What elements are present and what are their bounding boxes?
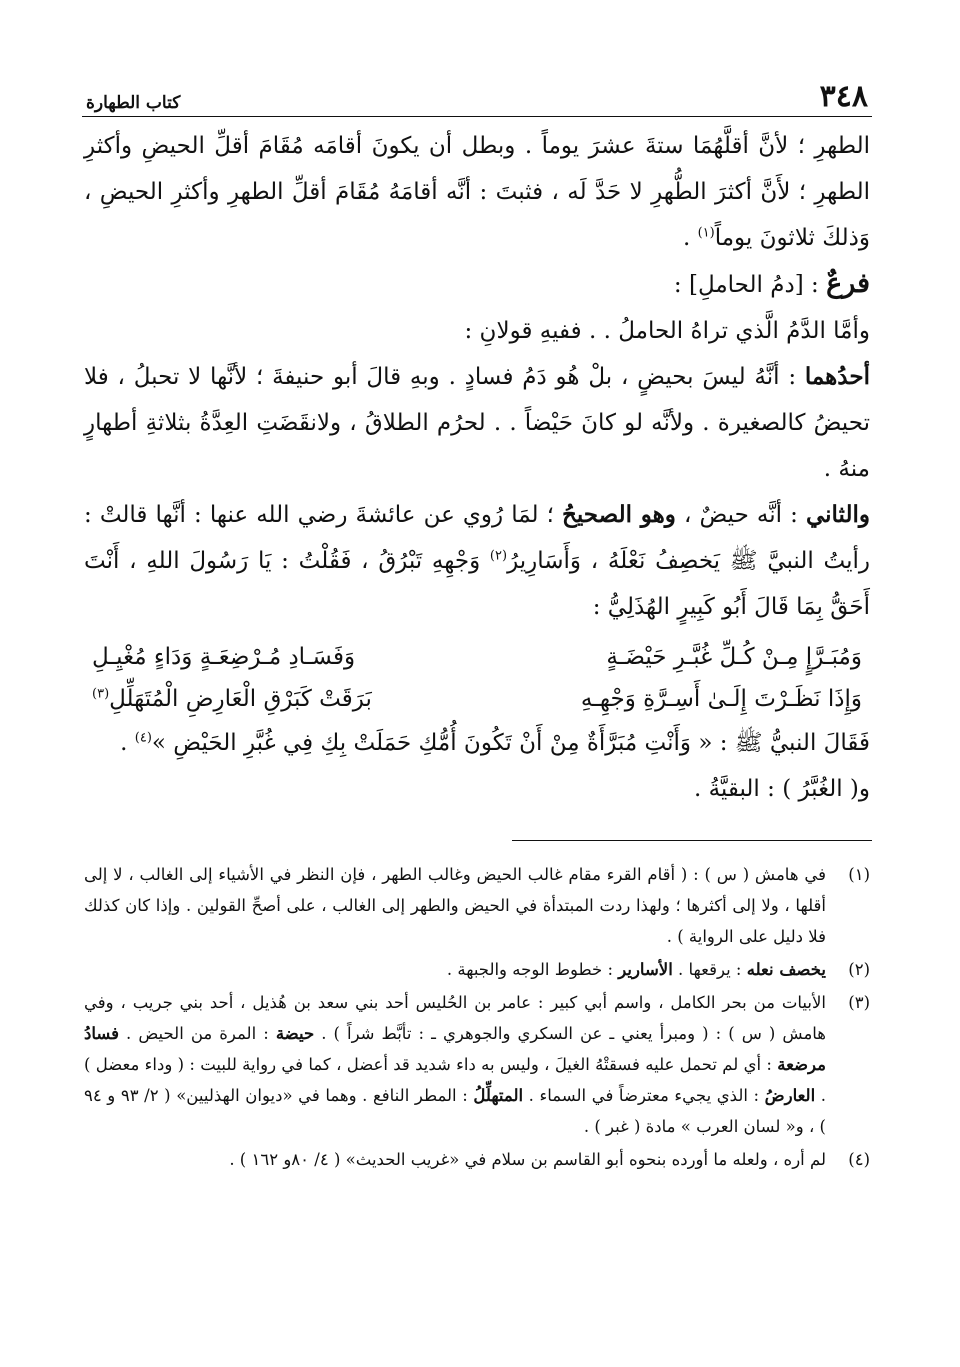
verse-first-hemistich: وَمُبَـرَّإٍ مِـنْ كُـلِّ غُبَّـرِ حَيْضَـةٍ bbox=[606, 644, 862, 670]
footnote-number: (٤) bbox=[848, 1150, 870, 1169]
footnote-gloss: : خطوط الوجه والجبهة . bbox=[446, 960, 619, 979]
paragraph-definition: و( الغُبَّرُ ) : البقيَّةُ . bbox=[693, 776, 870, 802]
footnote-number: (١) bbox=[848, 865, 870, 884]
footnote-ref-2[interactable]: (٢) bbox=[489, 548, 508, 564]
verse-text: بَرَقَتْ كَبَرْقِ الْعَارِضِ الْمُتَهَلِّلِ bbox=[109, 686, 372, 712]
footnote-gloss: : يرقعها . bbox=[672, 960, 747, 979]
footnote-number: (٣) bbox=[848, 993, 870, 1012]
paragraph-text: ؛ لمَا رُوي عن عائشةَ رضي الله عنها : أنَّها قالتْ : رأيتُ النبيَّ ﷺ يَخصِفُ نَعْلَهُ ، وَأَسَارِيرُ bbox=[84, 502, 870, 574]
running-header bbox=[82, 80, 872, 117]
footnote-gloss: : المطر النافع . وهما في «ديوان الهذليين» ( ٢/ ٩٣ و ٩٤ ) ، و« لسان العرب » مادة ( غبر ) . bbox=[84, 1086, 826, 1136]
verse-second-hemistich bbox=[92, 636, 437, 678]
paragraph-hadith bbox=[82, 720, 872, 766]
footnote-term: فسادُ مرضعة bbox=[84, 1024, 826, 1074]
paragraph-end: . bbox=[120, 730, 135, 756]
footnote-gloss: الأبيات من بحر الكامل ، واسم أبي كبير : عامر بن الحُليس أحد بني سعد بن هُذيل ، أحد بني جريب ، وفي هامش ( س ) : ( ومبرأ يعني ـ عن السكري والجوهري ـ : تأبَّط شراً ) . bbox=[84, 993, 827, 1043]
footnote-ref-1[interactable]: (١) bbox=[697, 225, 715, 241]
footnote-4 bbox=[84, 1144, 870, 1175]
footnotes-section bbox=[82, 859, 872, 1175]
verse-second-hemistich bbox=[92, 678, 437, 720]
book-title: كتاب الطهارة bbox=[86, 93, 181, 113]
footnote-gloss: : المرة من الحيض . bbox=[118, 1024, 276, 1043]
paragraph-end: . bbox=[682, 225, 698, 251]
verse-text: وَفَسَـادِ مُـرْضِعَـةٍ وَدَاءٍ مُغْيِـلِ bbox=[92, 644, 356, 670]
footnote-separator bbox=[512, 840, 872, 841]
footnote-text bbox=[84, 987, 826, 1142]
footnote-term: العارضُ bbox=[764, 1086, 816, 1105]
footnote-ref-3[interactable]: (٣) bbox=[92, 686, 110, 702]
footnote-text bbox=[84, 954, 826, 985]
book-page bbox=[82, 80, 872, 1177]
footnote-term: المتهلِّلُ bbox=[473, 1086, 524, 1105]
paragraph-second-opinion bbox=[82, 492, 872, 630]
footnote-term: الأسارير bbox=[618, 960, 673, 979]
footnote-ref-4[interactable]: (٤) bbox=[134, 730, 152, 746]
paragraph-text: : أنَّه حيضٌ ، bbox=[675, 502, 806, 528]
paragraph-lead: أحدُهما bbox=[804, 363, 870, 390]
paragraph-text: وَجْهِهِ تَبْرُقُ ، فَقُلْتُ : يَا رَسُولَ اللهِ ، أَنْتَ أَحَقُّ بِمَا قَالَ أَبُو كَبِيرٍ الهُذَلِيُّ : bbox=[84, 548, 870, 620]
footnote-gloss: : الذي يجيء معترضاً في السماء . bbox=[523, 1086, 765, 1105]
emphasis-phrase: وهو الصحيحُ bbox=[562, 501, 676, 528]
paragraph-two-opinions: وأمَّا الدَّمُ الَّذي تراهُ الحاملُ . . ففيهِ قولانِ : bbox=[464, 318, 870, 344]
footnote-2 bbox=[84, 954, 870, 985]
footnote-term: يخصف نعله bbox=[746, 960, 826, 979]
footnote-text: لم أره ، ولعله ما أورده بنحوه أبو القاسم بن سلام في «غريب الحديث» ( ٤/ ٨٠و ١٦٢ ) . bbox=[229, 1150, 826, 1169]
paragraph-lead: والثاني bbox=[805, 501, 870, 528]
footnote-number: (٢) bbox=[848, 960, 870, 979]
paragraph-first-opinion bbox=[82, 354, 872, 492]
verse-line bbox=[92, 636, 862, 678]
footnote-1 bbox=[84, 859, 870, 952]
footnote-gloss: : أي لم تحمل عليه فسقتْهُ الغيلَ ، وليس به داء شديد قد أعضل ، كما في رواية للبيت : ( وداء معضل ) . bbox=[84, 1055, 826, 1105]
paragraph-text: فَقَالَ النبيُّ ﷺ : « وَأَنْتِ مُبَرَّأَةٌ مِنْ أَنْ تَكُونَ أُمُّكِ حَمَلَتْ بِكِ فِي غُبَّرِ الحَيْضِ » bbox=[151, 730, 870, 756]
section-label: فرعٌ bbox=[826, 268, 870, 299]
section-title: : [دمُ الحاملِ] : bbox=[673, 272, 827, 298]
verse-line bbox=[92, 678, 862, 720]
footnote-text: في هامش ( س ) : ( أقام القرء مقام غالب الحيض وغالب الطهر ، فإن النظر في الأشياء إلى الغالب ، لا إلى أقلها ، ولا إلى أكثرها ؛ ولهذا ردت المبتدأة في الحيض والطهر إلى الغالب ، على أصحِّ القولين . وإذا كان كذلك فلا دليل على الرواية ) . bbox=[84, 865, 826, 946]
section-heading bbox=[82, 261, 872, 308]
paragraph-text: : أنَّهُ ليسَ بحيضٍ ، بلْ هُو دَمُ فسادٍ . وبهِ قالَ أبو حنيفةَ ؛ لأنَّها لا تحبلُ ، فلا تحيضُ كالصغيرة . ولأنَّه لو كانَ حَيْضاً . . لحرُم الطلاقُ ، ولانقَضَتِ العِدَّةُ بثلاثةِ أطهارٍ منهُ . bbox=[84, 364, 870, 482]
paragraph-text: الطهرِ ؛ لأنَّ أقلَّهُمَا ستةَ عشرَ يوماً . وبطل أن يكونَ أقامَه مُقَامَ أقلِّ الحيضِ وأكثرِ الطهرِ ؛ لأَنَّ أكثرَ الطُّهرِ لا حَدَّ لَه ، فثبتَ : أنَّه أقامَهُ مُقَامَ أقلِّ الطهرِ وأكثرِ الحيضِ ، وَذلكَ ثلاثونَ يوماً bbox=[84, 133, 870, 251]
footnote-term: حيضة bbox=[275, 1024, 315, 1043]
verse-first-hemistich: وَإِذَا نَظَـرْتَ إِلَـىٰ أَسِـرَّةِ وَجْهِـهِ bbox=[580, 686, 862, 712]
poetry-block bbox=[82, 636, 872, 720]
page-number: ٣٤٨ bbox=[819, 79, 868, 114]
footnote-3 bbox=[84, 987, 870, 1142]
paragraph-tuhr bbox=[82, 123, 872, 261]
